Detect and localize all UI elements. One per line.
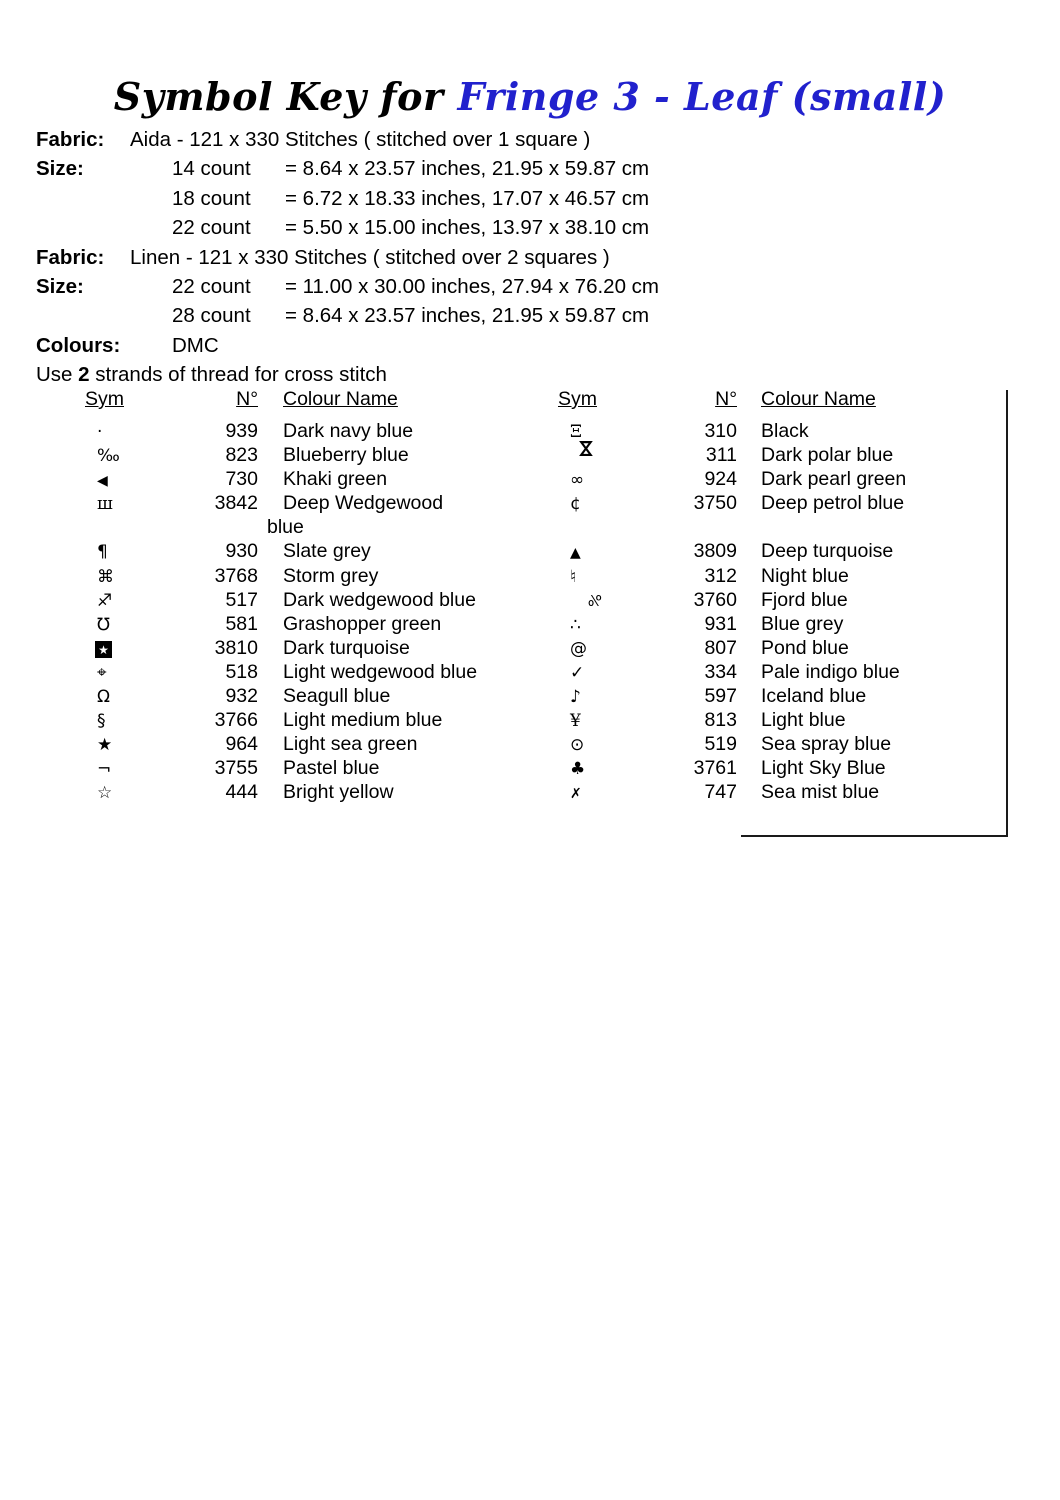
key-table-right-header: [558, 388, 876, 411]
table-row: ‰ 823 Blueberry blue: [85, 443, 525, 467]
table-row: ◀ 730 Khaki green: [85, 467, 525, 491]
colours-value: DMC: [172, 333, 219, 357]
size-line: [36, 213, 659, 242]
omega-symbol: Ω: [97, 687, 110, 708]
club-symbol: ♣: [570, 759, 586, 780]
count-value: 14 count: [172, 157, 251, 181]
triangle-left-symbol: ◀: [97, 473, 108, 490]
triple-stroke-symbol: ш: [97, 494, 113, 515]
count-value: 22 count: [172, 216, 251, 240]
not-sign-symbol: ¬: [97, 759, 112, 780]
table-row: % 3760 Fjord blue: [558, 588, 998, 612]
check-mark-symbol: ✓: [570, 662, 585, 683]
table-row: ⊙ 519 Sea spray blue: [558, 732, 998, 756]
black-star-symbol: ★: [97, 735, 113, 756]
yen-symbol: ¥: [570, 711, 581, 732]
table-row: ⋈ 311 Dark polar blue: [558, 443, 998, 467]
permille-symbol: ‰: [97, 446, 120, 467]
dimensions-value: = 6.72 x 18.33 inches, 17.07 x 46.57 cm: [285, 186, 650, 210]
xi-symbol: Ξ: [570, 422, 582, 442]
table-row: ¶ 930 Slate grey: [85, 539, 525, 563]
white-star-symbol: ☆: [97, 783, 113, 804]
table-row-spacer: [558, 515, 998, 539]
table-row: @ 807 Pond blue: [558, 636, 998, 660]
table-row: ∴ 931 Blue grey: [558, 612, 998, 636]
x-mark-symbol: ✗: [570, 786, 582, 803]
table-row: ℧ 581 Grashopper green: [85, 612, 525, 636]
dimensions-value: = 11.00 x 30.00 inches, 27.94 x 76.20 cm: [285, 275, 659, 299]
infinity-symbol: ∞: [570, 470, 585, 491]
at-symbol: @: [570, 638, 587, 659]
strands-line: Use 2 strands of thread for cross stitch: [36, 363, 387, 387]
section-symbol: §: [97, 711, 106, 732]
fabric-label: Fabric:: [36, 128, 105, 151]
size-line: [36, 154, 659, 183]
dimensions-value: = 8.64 x 23.57 inches, 21.95 x 59.87 cm: [285, 157, 650, 181]
count-value: 22 count: [172, 275, 251, 299]
hourglass-symbol: ⋈: [575, 439, 598, 459]
colour-name-header: Colour Name: [283, 388, 398, 410]
table-row: · 939 Dark navy blue: [85, 419, 525, 443]
page-title: [0, 74, 1060, 119]
table-row: ⌘ 3768 Storm grey: [85, 564, 525, 588]
table-row: ✓ 334 Pale indigo blue: [558, 660, 998, 684]
eighth-note-symbol: ♪: [570, 687, 581, 708]
title-pattern-name: Fringe 3 - Leaf (small): [457, 74, 947, 119]
sagittarius-arrow-symbol: ♐: [97, 590, 113, 611]
count-value: 28 count: [172, 304, 251, 328]
table-row: ∞ 924 Dark pearl green: [558, 467, 998, 491]
colours-line: [36, 331, 659, 360]
key-table-left-header: [85, 388, 398, 411]
fabric-value: Linen - 121 x 330 Stitches ( stitched over 2 squares ): [130, 245, 610, 269]
fabric-line-linen: [36, 243, 659, 272]
key-table-left: [85, 419, 525, 805]
fabric-label: Fabric:: [36, 245, 105, 269]
circle-dot-symbol: ⊙: [570, 735, 585, 756]
table-row: ¢ 3750 Deep petrol blue: [558, 491, 998, 515]
table-row: Ξ 310 Black: [558, 419, 998, 443]
colours-label: Colours:: [36, 333, 121, 357]
count-value: 18 count: [172, 186, 251, 210]
size-line: [36, 184, 659, 213]
table-row: ♐ 517 Dark wedgewood blue: [85, 588, 525, 612]
cent-symbol: ¢: [570, 494, 581, 515]
title-prefix: Symbol Key for: [113, 74, 444, 119]
fabric-info-block: [36, 125, 659, 390]
command-symbol: ⌘: [97, 566, 114, 587]
fabric-line-aida: [36, 125, 659, 154]
table-row: ♮ 312 Night blue: [558, 564, 998, 588]
colour-name-header: Colour Name: [761, 388, 876, 410]
linked-circles-symbol: %: [587, 591, 602, 610]
number-header: N°: [236, 388, 258, 410]
dimensions-value: = 5.50 x 15.00 inches, 13.97 x 38.10 cm: [285, 216, 650, 240]
size-line: [36, 301, 659, 330]
table-row: ¥ 813 Light blue: [558, 708, 998, 732]
dimensions-value: = 8.64 x 23.57 inches, 21.95 x 59.87 cm: [285, 304, 650, 328]
key-table-right: [558, 419, 998, 805]
star-in-box-symbol: ★: [95, 641, 112, 658]
table-right-border-line: [1006, 390, 1008, 837]
sym-header: Sym: [85, 388, 124, 410]
number-header: N°: [715, 388, 737, 410]
table-row: § 3766 Light medium blue: [85, 708, 525, 732]
table-bottom-border-line: [741, 835, 1008, 837]
size-line: [36, 272, 659, 301]
dot-symbol: ·: [97, 422, 103, 442]
table-row: ⌖ 518 Light wedgewood blue: [85, 660, 525, 684]
arrowhead-up-symbol: ▲: [570, 545, 581, 562]
natural-sign-symbol: ♮: [570, 566, 577, 587]
table-row: ♣ 3761 Light Sky Blue: [558, 756, 998, 780]
table-row: ★ 3810 Dark turquoise: [85, 636, 525, 660]
table-row: ▲ 3809 Deep turquoise: [558, 539, 998, 563]
table-row: ш 3842 Deep Wedgewood blue: [85, 491, 525, 539]
fabric-value: Aida - 121 x 330 Stitches ( stitched over 1 square ): [130, 128, 591, 151]
sym-header: Sym: [558, 388, 597, 410]
table-row: ★ 964 Light sea green: [85, 732, 525, 756]
crosshair-symbol: ⌖: [97, 662, 107, 683]
table-row: Ω 932 Seagull blue: [85, 684, 525, 708]
table-row: ☆ 444 Bright yellow: [85, 780, 525, 804]
therefore-symbol: ∴: [570, 614, 581, 635]
size-label: Size:: [36, 157, 84, 181]
table-row: ✗ 747 Sea mist blue: [558, 780, 998, 804]
u-with-rings-symbol: ℧: [97, 614, 110, 635]
size-label: Size:: [36, 275, 84, 299]
pilcrow-symbol: ¶: [97, 542, 108, 563]
table-row: ¬ 3755 Pastel blue: [85, 756, 525, 780]
table-row: ♪ 597 Iceland blue: [558, 684, 998, 708]
strand-count: 2: [78, 363, 90, 387]
wrapped-colour-name: blue: [267, 516, 304, 539]
